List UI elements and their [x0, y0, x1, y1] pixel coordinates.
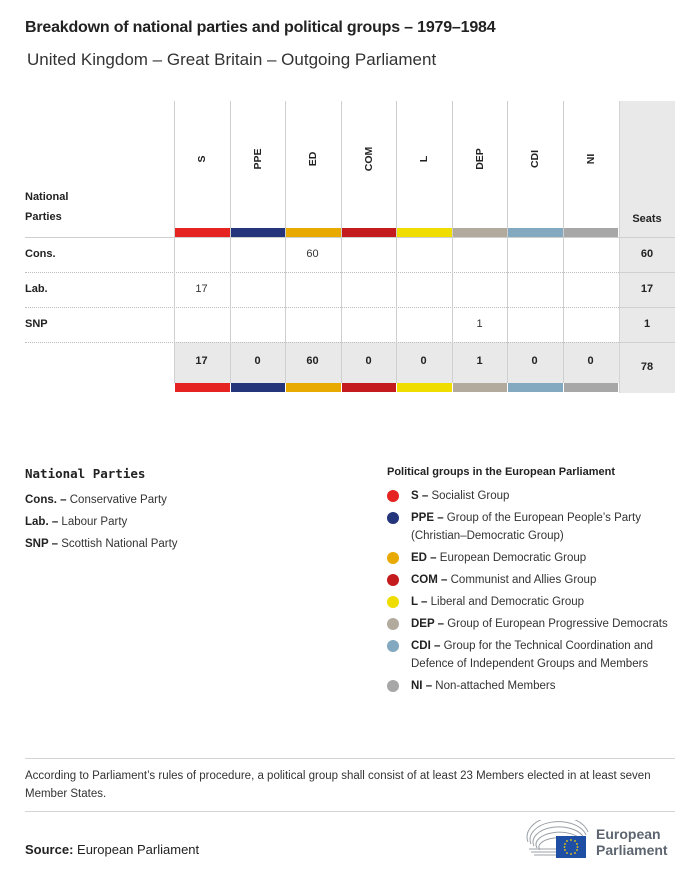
group-color-bar-com [342, 383, 396, 392]
table-cell: 60 [306, 248, 319, 260]
legend-abbr: L – [411, 596, 428, 608]
group-color-bar-ni [564, 228, 618, 237]
european-parliament-logo [526, 820, 676, 860]
seats-cons: 60 [640, 248, 654, 260]
color-dot-icon [387, 552, 399, 564]
seats-divider [619, 342, 675, 343]
group-color-bar-ppe [231, 228, 285, 237]
source-label: Source: [25, 842, 74, 857]
legend-abbr: NI – [411, 680, 433, 692]
group-color-bar-cdi [508, 228, 563, 237]
total-cell: 17 [195, 355, 208, 367]
column-header-ppe [230, 101, 285, 227]
legend-item-dep [387, 615, 687, 633]
breakdown-table [25, 101, 675, 393]
footnote: According to Parliament’s rules of procedure, a political group shall consist of at least 23 Members elected in at least seven Member States. [25, 770, 651, 800]
legend-name: Liberal and Democratic Group [427, 596, 585, 608]
column-header-label: DEP [473, 148, 486, 170]
seats-total: 78 [640, 361, 654, 373]
total-cell: 0 [365, 355, 372, 367]
legend-item-com [387, 571, 687, 589]
column-header-label: S [195, 155, 208, 163]
header-divider [25, 237, 675, 238]
legend-name: European Democratic Group [436, 552, 587, 564]
header-line: National [25, 191, 69, 203]
legend-name: Socialist Group [428, 490, 510, 502]
column-header-l [396, 101, 451, 227]
national-parties-legend [25, 466, 178, 555]
page-subtitle: United Kingdom – Great Britain – Outgoing Parliament [27, 50, 437, 69]
legend-abbr: SNP – [25, 538, 59, 550]
seats-snp: 1 [643, 318, 651, 330]
hemicycle-flag-icon [526, 820, 592, 860]
group-color-bar-ed [286, 383, 341, 392]
row-label-lab: Lab. [25, 283, 48, 295]
legend-abbr: S – [411, 490, 429, 502]
column-header-cdi [507, 101, 562, 227]
page-title: Breakdown of national parties and political groups – 1979–1984 [25, 19, 496, 36]
legend-item-s [387, 487, 687, 505]
legend-name: Scottish National Party [58, 538, 178, 550]
legend-item-l [387, 593, 687, 611]
row-divider [25, 342, 619, 343]
row-divider [25, 272, 619, 273]
logo-text [596, 826, 668, 858]
group-color-bar-com [342, 228, 396, 237]
row-label-snp: SNP [25, 318, 48, 330]
legend-abbr: Lab. – [25, 516, 59, 528]
legend-heading: National Parties [25, 466, 146, 481]
legend-name: Communist and Allies Group [447, 574, 597, 586]
legend-heading: Political groups in the European Parliament [387, 466, 615, 478]
seats-column [619, 101, 675, 393]
total-cell: 0 [254, 355, 261, 367]
legend-item-cdi [387, 637, 687, 673]
seats-header: Seats [632, 213, 662, 225]
legend-name: Group for the Technical Coordination and Defence of Independent Groups and Members [411, 640, 654, 670]
divider [25, 758, 675, 759]
column-header-label: NI [584, 153, 597, 165]
legend-abbr: PPE – [411, 512, 444, 524]
legend-item-cons [25, 489, 178, 511]
color-dot-icon [387, 680, 399, 692]
legend-abbr: COM – [411, 574, 448, 586]
legend-name: Non-attached Members [432, 680, 556, 692]
group-color-bar-s [175, 228, 230, 237]
column-header-label: ED [306, 151, 319, 167]
total-cell: 1 [476, 355, 483, 367]
header-line: Parties [25, 211, 62, 223]
legend-item-ni [387, 677, 687, 695]
group-color-bar-cdi [508, 383, 563, 392]
total-cell: 0 [420, 355, 427, 367]
table-cell: 17 [195, 283, 208, 295]
color-dot-icon [387, 490, 399, 502]
color-dot-icon [387, 574, 399, 586]
color-dot-icon [387, 640, 399, 652]
logo-line: Parliament [596, 842, 668, 858]
legend-item-ppe [387, 509, 687, 545]
legend-item-lab [25, 511, 178, 533]
legend-name: Group of European Progressive Democrats [444, 618, 668, 630]
logo-line: European [596, 826, 661, 842]
group-color-bar-l [397, 228, 452, 237]
column-header-ni [563, 101, 618, 227]
column-header-label: COM [362, 146, 375, 172]
legend-name: Labour Party [58, 516, 128, 528]
table-cell: 1 [476, 318, 483, 330]
national-parties-header [25, 187, 68, 227]
political-groups-legend [387, 466, 687, 699]
column-header-label: L [417, 155, 430, 163]
total-cell: 0 [531, 355, 538, 367]
seats-divider [619, 272, 675, 273]
group-color-bar-ni [564, 383, 618, 392]
column-header-label: CDI [528, 149, 541, 169]
color-dot-icon [387, 512, 399, 524]
source [25, 842, 199, 857]
color-dot-icon [387, 618, 399, 630]
legend-abbr: Cons. – [25, 494, 67, 506]
column-header-ed [285, 101, 340, 227]
column-header-label: PPE [251, 148, 264, 170]
legend-abbr: ED – [411, 552, 437, 564]
row-label-cons: Cons. [25, 248, 56, 260]
legend-name: Group of the European People’s Party (Christian–Democratic Group) [411, 512, 641, 542]
group-color-bar-ed [286, 228, 341, 237]
total-cell: 0 [587, 355, 594, 367]
source-value: European Parliament [73, 842, 200, 857]
legend-name: Conservative Party [66, 494, 167, 506]
column-header-dep [452, 101, 507, 227]
color-dot-icon [387, 596, 399, 608]
legend-abbr: DEP – [411, 618, 445, 630]
group-color-bar-dep [453, 228, 507, 237]
group-color-bar-ppe [231, 383, 285, 392]
legend-item-ed [387, 549, 687, 567]
seats-divider [619, 307, 675, 308]
total-cell: 60 [306, 355, 319, 367]
group-color-bar-l [397, 383, 452, 392]
column-header-s [174, 101, 229, 227]
seats-lab: 17 [640, 283, 654, 295]
group-color-bar-s [175, 383, 230, 392]
legend-abbr: CDI – [411, 640, 441, 652]
divider [25, 811, 675, 812]
group-color-bar-dep [453, 383, 507, 392]
legend-item-snp [25, 533, 178, 555]
row-divider [25, 307, 619, 308]
column-header-com [341, 101, 396, 227]
